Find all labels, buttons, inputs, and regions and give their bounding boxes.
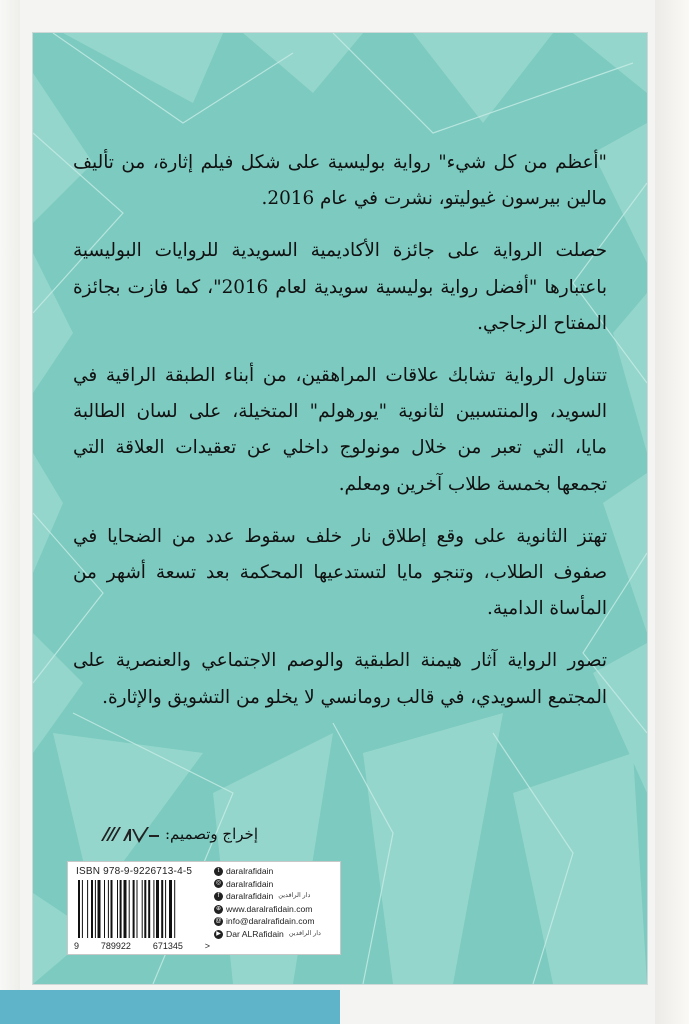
barcode-bar — [153, 880, 154, 938]
adjacent-book-edge — [0, 990, 340, 1024]
barcode-bar — [142, 880, 143, 938]
contact-item — [214, 865, 336, 878]
barcode-bar — [169, 880, 172, 938]
barcode-bar — [148, 880, 150, 938]
isbn-digit-group: > — [204, 941, 210, 951]
contact-item — [214, 915, 336, 928]
barcode-bar — [95, 880, 96, 938]
twitter-icon: t — [214, 867, 223, 876]
contact-text: daralrafidain — [226, 891, 274, 902]
page-edge-left — [0, 0, 20, 1024]
youtube-icon: ▶ — [214, 930, 223, 939]
blurb-paragraph-5: تصور الرواية آثار هيمنة الطبقية والوصم الاجتماعي والعنصرية على المجتمع السويدي، في قالب رومانسي لا يخلو من التشويق والإثارة. — [73, 650, 607, 708]
barcode-bar — [104, 880, 105, 938]
blurb-paragraph-3: تتناول الرواية تشابك علاقات المراهقين، من أبناء الطبقة الراقية في السويد، والمنتسبين لثانوية "يورهولم" المتخيلة، على لسان الطالبة مايا، التي تعبر من خلال مونولوج داخلي عن تعقيدات العلاقة التي تجمعها بخمسة طلاب آخرين ومعلم. — [73, 365, 607, 495]
barcode-bar — [124, 880, 127, 938]
contact-item — [214, 890, 336, 903]
blurb-text — [73, 145, 607, 732]
contact-item — [214, 903, 336, 916]
web-icon: ⊕ — [215, 905, 222, 912]
blurb-paragraph-1: "أعظم من كل شيء" رواية بوليسية على شكل فيلم إثارة، من تأليف مالين بيرسون غيوليتو، نشرت في عام 2016. — [73, 152, 607, 210]
barcode-bar — [133, 880, 135, 938]
barcode-bar — [91, 880, 93, 938]
barcode-bar — [87, 880, 88, 938]
contact-text: daralrafidain — [226, 866, 274, 876]
isbn-label: ISBN 978-9-9226713-4-5 — [76, 866, 193, 877]
design-credit-label: إخراج وتصميم: — [165, 825, 258, 843]
isbn-digits — [74, 941, 210, 951]
barcode-bar — [129, 880, 130, 938]
isbn-digit-group: 671345 — [152, 941, 183, 951]
barcode-bar — [144, 880, 146, 938]
contact-arabic-name: دار الرافدين — [278, 892, 311, 900]
contact-list — [214, 865, 336, 941]
barcode-bar — [120, 880, 122, 938]
back-cover — [32, 32, 648, 985]
design-credit — [101, 825, 258, 843]
isbn-digit-group: 789922 — [100, 941, 131, 951]
contact-text: www.daralrafidain.com — [226, 903, 313, 914]
barcode-bar — [117, 880, 118, 938]
instagram-icon: ◎ — [215, 880, 222, 887]
isbn-contact-box — [67, 861, 341, 955]
barcode-bar — [111, 880, 113, 938]
contact-text: daralrafidain — [226, 878, 274, 889]
contact-item — [214, 928, 336, 941]
designer-logo-icon — [101, 825, 159, 843]
contact-arabic-name: دار الرافدين — [288, 929, 321, 937]
blurb-paragraph-4: تهتز الثانوية على وقع إطلاق نار خلف سقوط عدد من الضحايا في صفوف الطلاب، وتنجو مايا لتستدعيها المحكمة بعد تسعة أشهر من المأساة الدامية. — [73, 525, 607, 620]
barcode-bar — [98, 880, 101, 938]
contact-text: Dar ALRafidain — [226, 928, 284, 939]
barcode-bar — [82, 880, 83, 938]
barcode-bar — [161, 880, 163, 938]
blurb-paragraph-2: حصلت الرواية على جائزة الأكاديمية السويدية للروايات البوليسية باعتبارها "أفضل رواية بوليسية سويدية لعام 2016"، كما فازت بجائزة المفتاح الزجاجي. — [73, 240, 607, 334]
barcode-bar — [78, 880, 80, 938]
page-edge-right — [655, 0, 689, 1024]
barcode — [76, 880, 208, 940]
barcode-bar — [165, 880, 166, 938]
contact-text: info@daralrafidain.com — [226, 916, 315, 927]
facebook-icon: f — [214, 892, 223, 901]
barcode-bar — [156, 880, 159, 938]
contact-item — [214, 878, 336, 891]
isbn-digit-group: 9 — [74, 941, 80, 951]
barcode-bar — [137, 880, 138, 938]
email-icon: @ — [215, 918, 222, 925]
barcode-bar — [108, 880, 109, 938]
barcode-bar — [174, 880, 175, 938]
